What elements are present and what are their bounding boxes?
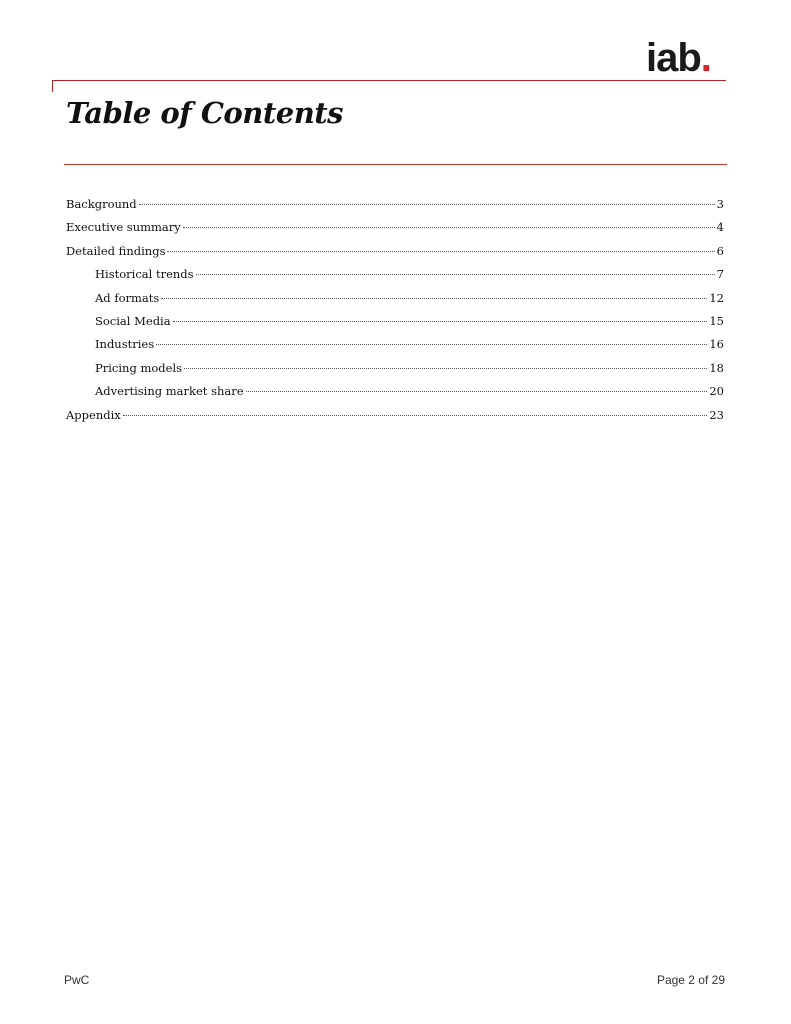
toc-entry-appendix[interactable] [66,405,724,428]
toc-entry-page: 7 [716,267,724,282]
toc-entry-page: 6 [716,243,724,258]
toc-entry-page: 12 [709,290,724,305]
toc-entry-label: Historical trends [95,267,194,282]
toc-dot-leader [161,298,707,299]
toc-entry-label: Industries [95,337,155,352]
toc-dot-leader [246,391,708,392]
toc-dot-leader [139,204,715,205]
toc-dot-leader [173,321,708,322]
toc-entry-label: Advertising market share [95,384,244,399]
toc-entry-executive-summary[interactable] [66,217,724,240]
table-of-contents [66,194,724,428]
toc-entry-label: Ad formats [95,290,160,305]
toc-entry-pricing-models[interactable] [66,358,724,381]
toc-entry-detailed-findings[interactable] [66,241,724,264]
iab-logo [646,38,711,78]
page-title: Table of Contents [66,96,344,130]
toc-dot-leader [123,415,708,416]
logo-dot: . [700,36,711,80]
logo-text: iab [646,36,701,80]
toc-entry-ad-formats[interactable] [66,288,724,311]
header-rule-tick [52,80,53,92]
toc-entry-historical-trends[interactable] [66,264,724,287]
toc-entry-label: Detailed findings [66,243,166,258]
toc-entry-advertising-market-share[interactable] [66,381,724,404]
footer-page-number: Page 2 of 29 [656,973,725,987]
toc-entry-social-media[interactable] [66,311,724,334]
toc-entry-industries[interactable] [66,334,724,357]
toc-entry-page: 16 [709,337,724,352]
title-rule [64,164,727,165]
toc-entry-label: Pricing models [95,360,183,375]
toc-dot-leader [167,251,714,252]
toc-entry-page: 20 [709,384,724,399]
toc-dot-leader [156,344,707,345]
toc-entry-page: 3 [716,197,724,211]
toc-entry-page: 18 [709,360,724,375]
toc-entry-label: Background [66,197,137,211]
toc-entry-background[interactable] [66,194,724,217]
toc-entry-label: Social Media [95,313,171,328]
toc-dot-leader [183,227,715,228]
footer-company: PwC [64,973,90,987]
toc-dot-leader [184,368,707,369]
header-rule [52,80,726,81]
toc-entry-page: 15 [709,313,724,328]
toc-entry-page: 23 [709,407,724,422]
toc-entry-page: 4 [716,220,724,235]
toc-entry-label: Executive summary [66,220,181,235]
toc-dot-leader [196,274,715,275]
toc-entry-label: Appendix [66,407,121,422]
